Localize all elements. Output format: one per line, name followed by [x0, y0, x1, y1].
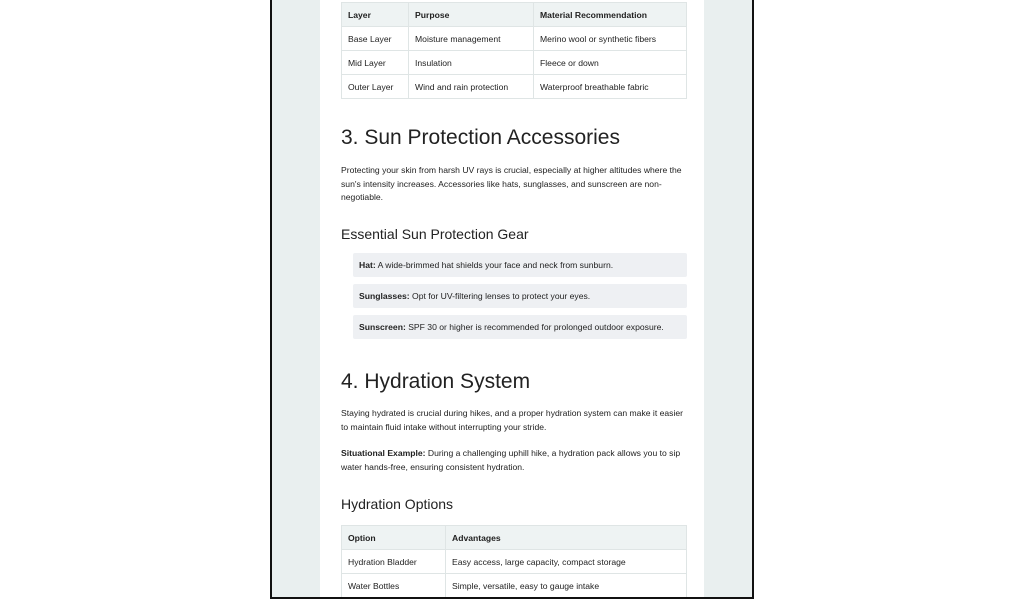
gear-item-text: A wide-brimmed hat shields your face and neck from sunburn. — [375, 260, 614, 270]
hydration-heading: 4. Hydration System — [341, 370, 531, 393]
gear-item-label: Sunscreen: — [359, 322, 406, 332]
table-cell: Hydration Bladder — [342, 550, 446, 574]
situational-example-label: Situational Example: — [341, 448, 426, 458]
table-header: Advantages — [446, 526, 687, 550]
table-cell: Simple, versatile, easy to gauge intake — [446, 574, 687, 598]
table-cell: Wind and rain protection — [409, 75, 534, 99]
table-cell: Easy access, large capacity, compact storage — [446, 550, 687, 574]
hydration-paragraph: Staying hydrated is crucial during hikes, and a proper hydration system can make it easier to maintain fluid intake without interrupting your stride. — [341, 408, 684, 432]
page-frame — [270, 0, 754, 599]
gear-item-text: SPF 30 or higher is recommended for prolonged outdoor exposure. — [405, 322, 664, 332]
table-header-row — [342, 526, 687, 550]
table-row — [342, 51, 687, 75]
gear-item-hat — [353, 253, 687, 277]
table-cell: Insulation — [409, 51, 534, 75]
table-row — [342, 550, 687, 574]
gear-item-label: Hat: — [359, 260, 376, 270]
sun-protection-heading: 3. Sun Protection Accessories — [341, 126, 620, 149]
table-header: Layer — [342, 3, 409, 27]
table-cell: Mid Layer — [342, 51, 409, 75]
situational-example-text: During a challenging uphill hike, a hydration pack allows you to sip water hands-free, ensuring consistent hydration. — [341, 448, 681, 472]
table-cell: Water Bottles — [342, 574, 446, 598]
table-header: Option — [342, 526, 446, 550]
table-cell: Waterproof breathable fabric — [534, 75, 687, 99]
table-row — [342, 75, 687, 99]
table-row — [342, 574, 687, 598]
gear-item-sunglasses — [353, 284, 687, 308]
gear-item-label: Sunglasses: — [359, 291, 410, 301]
table-cell: Merino wool or synthetic fibers — [534, 27, 687, 51]
layers-table — [341, 2, 687, 99]
sun-gear-subheading: Essential Sun Protection Gear — [341, 226, 529, 242]
table-header: Purpose — [409, 3, 534, 27]
table-header: Material Recommendation — [534, 3, 687, 27]
article-content — [320, 0, 704, 597]
table-cell: Base Layer — [342, 27, 409, 51]
gear-item-sunscreen — [353, 315, 687, 339]
table-cell: Moisture management — [409, 27, 534, 51]
table-cell: Fleece or down — [534, 51, 687, 75]
hydration-options-subheading: Hydration Options — [341, 496, 454, 512]
sun-protection-paragraph: Protecting your skin from harsh UV rays is crucial, especially at higher altitudes where the sun's intensity increases. Accessories like hats, sunglasses, and sunscreen are non-negotiable. — [341, 165, 682, 203]
table-cell: Outer Layer — [342, 75, 409, 99]
gear-item-text: Opt for UV-filtering lenses to protect your eyes. — [409, 291, 591, 301]
hydration-options-table — [341, 525, 687, 597]
table-row — [342, 27, 687, 51]
table-header-row — [342, 3, 687, 27]
situational-example — [341, 447, 686, 474]
